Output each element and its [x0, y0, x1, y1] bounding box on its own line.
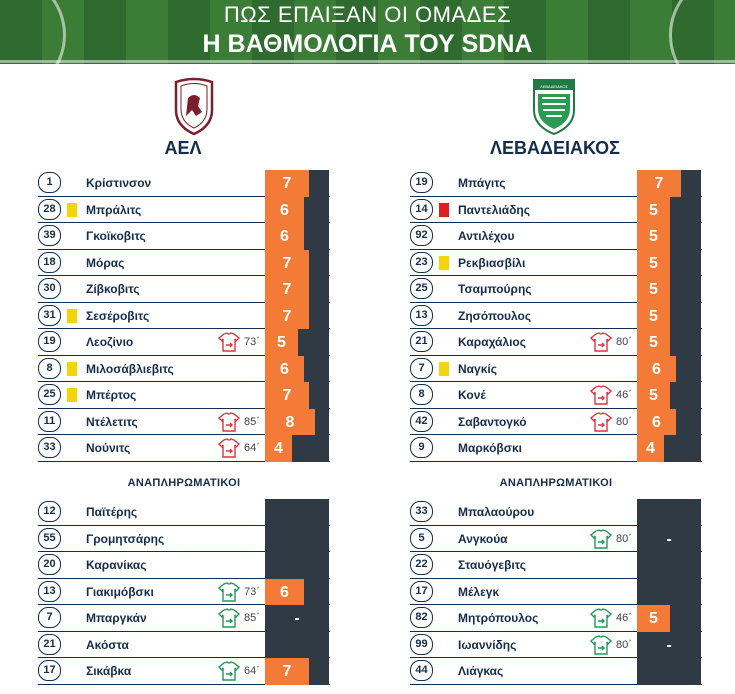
shirt-number: 19	[410, 172, 433, 193]
player-row	[38, 605, 330, 632]
player-name: Γκοϊκοβιτς	[86, 229, 146, 243]
player-name: Σταυόγεβιτς	[458, 558, 526, 572]
shirt-number: 92	[410, 225, 433, 246]
player-name: Παντελιάδης	[458, 202, 530, 217]
rating-bar: 5	[637, 303, 670, 330]
rating-bar: -	[666, 530, 672, 548]
shirt-number: 99	[410, 634, 433, 655]
substitution-icon	[590, 412, 612, 432]
player-row	[410, 276, 702, 303]
player-row	[410, 579, 702, 606]
player-row	[410, 552, 702, 579]
shirt-number: 30	[38, 278, 61, 299]
player-name: Μπράλιτς	[86, 202, 142, 217]
starters-list	[410, 170, 702, 462]
starters-list	[38, 170, 330, 462]
pitch-line	[0, 60, 735, 63]
player-row	[410, 632, 702, 659]
shirt-number: 17	[410, 581, 433, 602]
shirt-number: 82	[410, 607, 433, 628]
subs-title: ΑΝΑΠΛΗΡΩΜΑΤΙΚΟΙ	[127, 477, 241, 489]
rating-bar: -	[294, 610, 300, 627]
substitution-minute: 80΄	[616, 532, 632, 545]
substitution-icon	[218, 661, 240, 681]
shirt-number: 7	[38, 607, 61, 628]
rating-bar: 7	[265, 170, 309, 197]
player-name: Κονέ	[458, 388, 486, 402]
player-row	[410, 303, 702, 330]
shirt-number: 1	[38, 172, 61, 193]
player-name: Μέλεγκ	[458, 584, 500, 599]
player-row	[38, 526, 330, 553]
player-row	[38, 409, 330, 436]
rating-bar: 6	[265, 356, 304, 383]
shirt-number: 8	[38, 358, 61, 379]
shirt-number: 5	[410, 528, 433, 549]
player-name: Γιακιμόβσκι	[86, 584, 154, 599]
substitution-icon	[218, 582, 240, 602]
substitution-icon	[218, 608, 240, 628]
player-name: Γρομητσάρης	[86, 531, 165, 546]
rating-track	[637, 499, 701, 526]
rating-bar: 5	[637, 329, 670, 356]
substitution-minute: 85΄	[244, 612, 260, 624]
shirt-number: 12	[38, 501, 61, 522]
player-name: Μπαργκάν	[86, 611, 147, 625]
substitution-minute: 80΄	[616, 415, 632, 428]
ael-crest-icon	[170, 76, 218, 136]
shirt-number: 25	[38, 384, 61, 405]
rating-bar: 7	[265, 303, 309, 330]
player-row	[38, 435, 330, 462]
subs-list	[410, 499, 702, 685]
player-row	[38, 658, 330, 685]
rating-bar: 6	[265, 223, 304, 250]
player-row	[410, 223, 702, 250]
player-name: Μπέρτος	[86, 388, 137, 402]
substitution-icon	[590, 332, 612, 352]
player-row	[410, 658, 702, 685]
logo-text: ΛΕΒΑΔΕΙΑΚΟΣ	[540, 84, 568, 89]
substitution-icon	[218, 438, 240, 458]
player-name: Μιλοσάβλιεβιτς	[86, 361, 174, 376]
shirt-number: 23	[410, 252, 433, 273]
red-card-icon	[439, 203, 449, 217]
rating-bar: 5	[637, 382, 670, 409]
player-row	[38, 170, 330, 197]
substitution-minute: 73΄	[244, 336, 260, 348]
rating-bar: 7	[265, 276, 309, 303]
player-name: Ακόστα	[86, 637, 129, 652]
rating-bar: 7	[637, 170, 681, 197]
team-name: ΑΕΛ	[164, 138, 202, 158]
player-name: Αντιλέχου	[458, 229, 515, 243]
player-name: Σεσέροβιτς	[86, 308, 150, 323]
player-row	[38, 499, 330, 526]
shirt-number: 11	[38, 411, 61, 432]
yellow-card-icon	[67, 362, 77, 376]
player-row	[38, 382, 330, 409]
rating-bar: 6	[637, 409, 676, 436]
yellow-card-icon	[67, 309, 77, 323]
shirt-number: 18	[38, 252, 61, 273]
substitution-icon	[590, 529, 612, 549]
player-name: Σαβαντογκό	[458, 414, 527, 429]
header-subtitle: Η ΒΑΘΜΟΛΟΓΙΑ ΤΟΥ SDNA	[202, 30, 533, 58]
player-row	[38, 579, 330, 606]
subs-title: ΑΝΑΠΛΗΡΩΜΑΤΙΚΟΙ	[499, 477, 613, 489]
rating-bar: 5	[637, 223, 670, 250]
rating-bar: 8	[265, 409, 315, 436]
shirt-number: 25	[410, 278, 433, 299]
player-row	[410, 329, 702, 356]
player-name: Καρανίκας	[86, 558, 147, 572]
player-row	[410, 170, 702, 197]
shirt-number: 17	[38, 660, 61, 681]
substitution-minute: 80΄	[616, 638, 632, 651]
player-name: Ανγκούα	[458, 531, 508, 546]
substitution-minute: 46΄	[616, 389, 632, 401]
substitution-minute: 46΄	[616, 612, 632, 624]
header-banner	[0, 0, 735, 64]
substitution-icon	[590, 385, 612, 405]
player-row	[410, 197, 702, 224]
shirt-number: 8	[410, 384, 433, 405]
subs-list	[38, 499, 330, 685]
player-row	[38, 276, 330, 303]
shirt-number: 55	[38, 528, 61, 549]
player-row	[410, 605, 702, 632]
rating-track	[265, 499, 329, 526]
player-name: Μόρας	[86, 255, 125, 270]
player-name: Κρίστινσον	[86, 176, 152, 190]
shirt-number: 42	[410, 411, 433, 432]
shirt-number: 21	[410, 331, 433, 352]
player-name: Λεοζίνιο	[86, 335, 134, 349]
shirt-number: 31	[38, 305, 61, 326]
substitution-minute: 80΄	[616, 336, 632, 348]
rating-track	[265, 526, 329, 553]
rating-bar: 6	[265, 197, 304, 224]
rating-bar: 5	[637, 276, 670, 303]
player-name: Καραχάλιος	[458, 335, 526, 349]
team-name: ΛΕΒΑΔΕΙΑΚΟΣ	[490, 138, 620, 158]
substitution-icon	[218, 412, 240, 432]
substitution-icon	[590, 635, 612, 655]
substitution-minute: 64΄	[244, 442, 260, 454]
rating-bar: 6	[637, 356, 676, 383]
shirt-number: 9	[410, 437, 433, 458]
player-name: Ρεκβιασβίλι	[458, 255, 526, 270]
player-row	[410, 382, 702, 409]
player-name: Ντέλετιτς	[86, 414, 138, 429]
rating-track	[265, 632, 329, 659]
player-name: Ναγκίς	[458, 361, 497, 376]
rating-track	[637, 552, 701, 579]
player-row	[410, 409, 702, 436]
player-row	[38, 329, 330, 356]
player-name: Ιωαννίδης	[458, 637, 517, 652]
rating-bar: 6	[265, 579, 304, 606]
player-row	[38, 552, 330, 579]
rating-track	[637, 579, 701, 606]
rating-track	[637, 658, 701, 685]
substitution-minute: 85΄	[244, 415, 260, 428]
header-title: ΠΩΣ ΕΠΑΙΞΑΝ ΟΙ ΟΜΑΔΕΣ	[223, 2, 512, 27]
shirt-number: 19	[38, 331, 61, 352]
player-name: Λιάγκας	[458, 664, 504, 678]
rating-bar: -	[666, 636, 672, 654]
shirt-number: 14	[410, 199, 433, 220]
yellow-card-icon	[439, 362, 449, 376]
player-row	[38, 303, 330, 330]
rating-track	[265, 552, 329, 579]
player-row	[38, 632, 330, 659]
substitution-minute: 64΄	[244, 665, 260, 677]
player-name: Παϊτέρης	[86, 505, 138, 519]
player-name: Νούνιτς	[86, 441, 131, 455]
shirt-number: 13	[410, 305, 433, 326]
player-name: Ζίβκοβιτς	[86, 282, 140, 296]
player-row	[38, 223, 330, 250]
player-row	[38, 356, 330, 383]
shirt-number: 7	[410, 358, 433, 379]
yellow-card-icon	[67, 388, 77, 402]
player-name: Σικάβκα	[86, 664, 132, 678]
shirt-number: 39	[38, 225, 61, 246]
rating-bar: 5	[637, 250, 670, 277]
player-row	[410, 356, 702, 383]
yellow-card-icon	[67, 203, 77, 217]
shirt-number: 28	[38, 199, 61, 220]
player-row	[410, 435, 702, 462]
shirt-number: 44	[410, 660, 433, 681]
player-row	[410, 250, 702, 277]
rating-bar: 5	[637, 605, 670, 632]
shirt-number: 13	[38, 581, 61, 602]
levadiakos-crest-icon	[530, 76, 578, 136]
substitution-icon	[590, 608, 612, 628]
player-row	[38, 250, 330, 277]
substitution-icon	[218, 332, 240, 352]
rating-bar: 7	[265, 250, 309, 277]
rating-bar: 4	[637, 435, 664, 462]
rating-bar: 5	[637, 197, 670, 224]
player-row	[38, 197, 330, 224]
shirt-number: 20	[38, 554, 61, 575]
shirt-number: 22	[410, 554, 433, 575]
player-name: Μητρόπουλος	[458, 611, 539, 625]
yellow-card-icon	[439, 256, 449, 270]
player-name: Ζησόπουλος	[458, 308, 532, 323]
rating-bar: 4	[265, 435, 292, 462]
player-row	[410, 526, 702, 553]
player-name: Μπαλαούρου	[458, 505, 535, 519]
substitution-minute: 73΄	[244, 585, 260, 598]
player-name: Τσαμπούρης	[458, 282, 532, 296]
rating-bar: 5	[265, 329, 298, 356]
shirt-number: 33	[38, 437, 61, 458]
player-name: Μαρκόβσκι	[458, 441, 522, 455]
rating-bar: 7	[265, 658, 309, 685]
shirt-number: 33	[410, 501, 433, 522]
shirt-number: 21	[38, 634, 61, 655]
rating-bar: 7	[265, 382, 309, 409]
player-row	[410, 499, 702, 526]
player-name: Μπάγιτς	[458, 176, 506, 190]
